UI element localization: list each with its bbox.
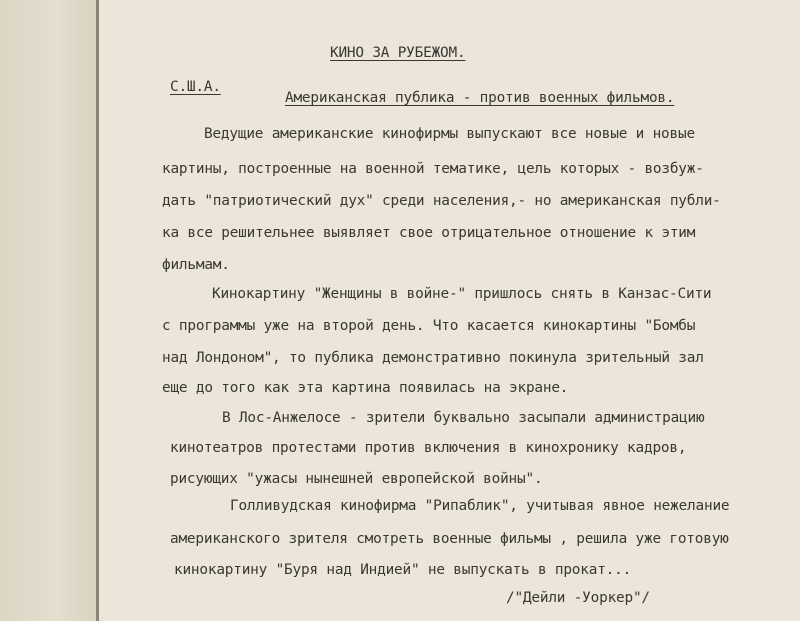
text-line-5: фильмам. <box>162 257 230 273</box>
document-title: КИНО ЗА РУБЕЖОМ. <box>330 45 466 61</box>
text-line-14: американского зрителя смотреть военные фильмы , решила уже готовую <box>170 531 729 547</box>
country-heading: С.Ш.А. <box>170 79 221 95</box>
text-line-4: ка все решительнее выявляет свое отрицательное отношение к этим <box>162 225 696 241</box>
binding-strip <box>0 0 97 621</box>
text-line-6: Кинокартину "Женщины в войне-" пришлось снять в Канзас-Сити <box>212 286 712 302</box>
text-line-11: кинотеатров протестами против включения в кинохронику кадров, <box>170 440 687 456</box>
article-subtitle: Американская публика - против военных фильмов. <box>285 90 675 106</box>
text-line-2: картины, построенные на военной тематике, цель которых - возбуж- <box>162 161 704 177</box>
text-line-10: В Лос-Анжелосе - зрители буквально засыпали администрацию <box>222 410 705 426</box>
text-line-7: с программы уже на второй день. Что касается кинокартины "Бомбы <box>162 318 696 334</box>
text-line-15: кинокартину "Буря над Индией" не выпускать в прокат... <box>174 562 632 578</box>
text-line-3: дать "патриотический дух" среди населения,- но американская публи- <box>162 193 721 209</box>
source-attribution: /"Дейли -Уоркер"/ <box>506 590 650 606</box>
text-line-1: Ведущие американские кинофирмы выпускают все новые и новые <box>204 126 695 142</box>
text-line-12: рисующих "ужасы нынешней европейской войны". <box>170 471 543 487</box>
text-line-9: еще до того как эта картина появилась на экране. <box>162 380 569 396</box>
text-line-8: над Лондоном", то публика демонстративно покинула зрительный зал <box>162 350 704 366</box>
text-line-13: Голливудская кинофирма "Рипаблик", учитывая явное нежелание <box>230 498 730 514</box>
